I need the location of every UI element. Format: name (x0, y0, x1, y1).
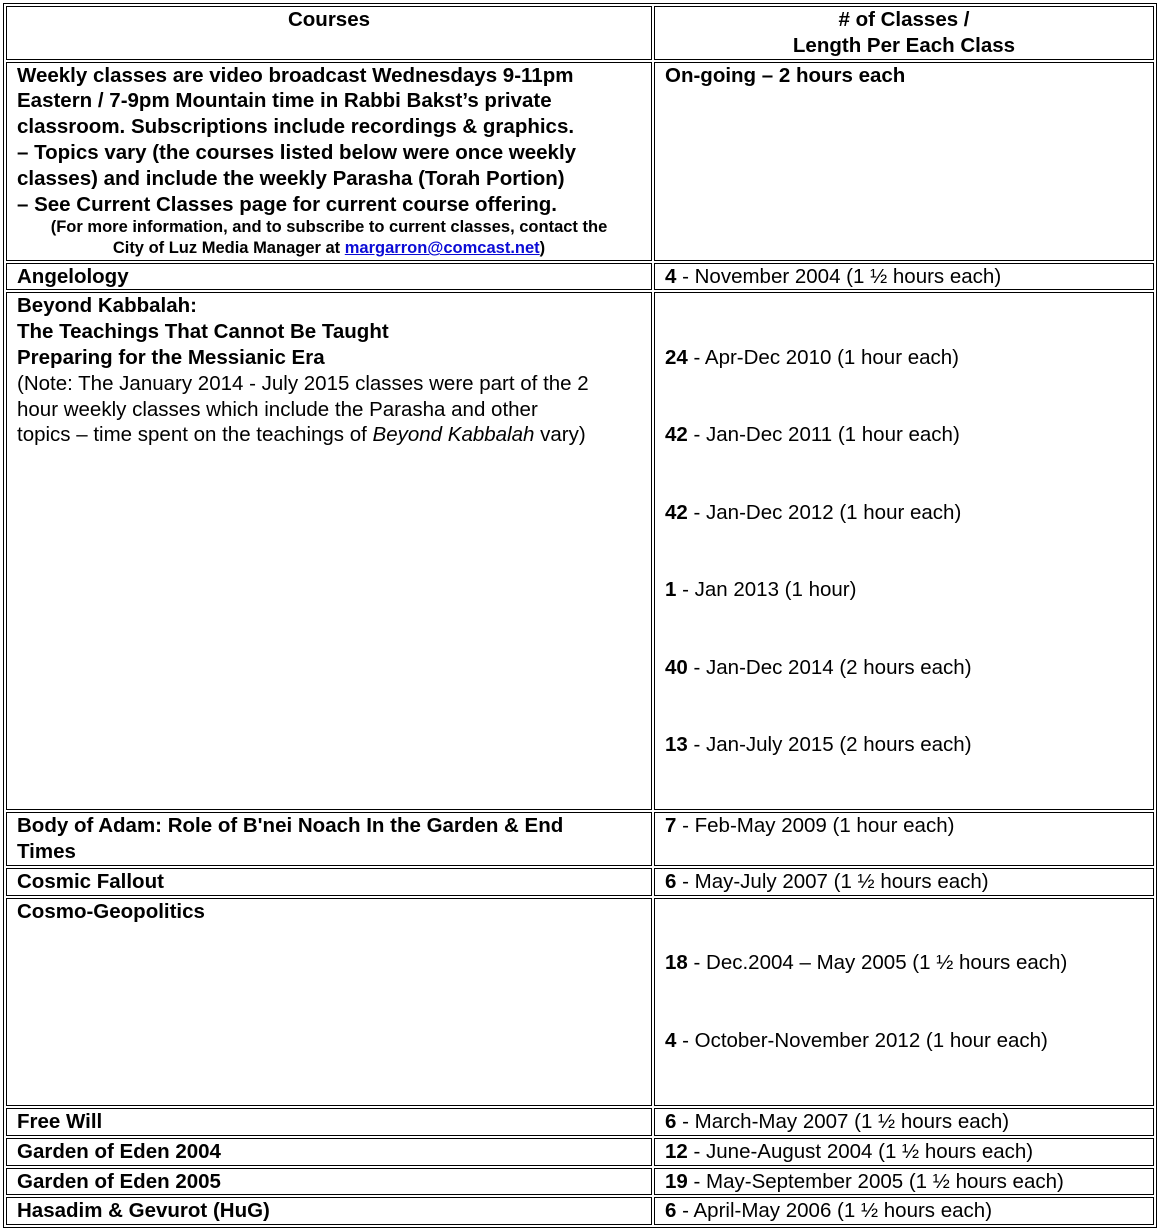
class-count: 42 (665, 423, 688, 447)
course-name (6, 263, 652, 291)
course-name-text: Angelology (17, 264, 129, 288)
course-schedule (654, 263, 1154, 291)
course-name-text: Cosmic Fallout (17, 869, 164, 893)
class-count: 12 (665, 1139, 688, 1163)
class-detail: - Jan-July 2015 (2 hours each) (687, 732, 972, 756)
class-detail: - Jan-Dec 2014 (2 hours each) (687, 655, 972, 679)
courses-header (6, 6, 652, 60)
table-row-cosmic-fallout (6, 868, 1154, 896)
weekly-note-prefix: City of Luz Media Manager at (112, 239, 345, 258)
weekly-line: – See Current Classes page for current course offering. (17, 192, 557, 216)
class-count: 40 (665, 655, 688, 679)
course-schedule (654, 868, 1154, 896)
course-name (6, 812, 652, 866)
session-line (665, 345, 1143, 371)
session-line (665, 577, 1143, 603)
course-note-line: (Note: The January 2014 - July 2015 classes were part of the 2 (17, 371, 589, 395)
courses-header-label: Courses (287, 8, 371, 31)
class-detail: - May-July 2007 (1 ½ hours each) (676, 869, 989, 893)
course-name-text: Cosmo-Geopolitics (17, 899, 205, 923)
course-name (6, 898, 652, 1106)
weekly-schedule-text: On-going – 2 hours each (665, 63, 906, 87)
course-note-line (17, 422, 641, 448)
class-detail: - Jan-Dec 2011 (1 hour each) (687, 423, 960, 447)
class-detail: - April-May 2006 (1 ½ hours each) (676, 1199, 993, 1223)
class-detail: - Jan-Dec 2012 (1 hour each) (687, 500, 962, 524)
class-detail: - Dec.2004 – May 2005 (1 ½ hours each) (687, 951, 1068, 975)
weekly-line: – Topics vary (the courses listed below were once weekly (17, 140, 577, 164)
weekly-note-line1: (For more information, and to subscribe to current classes, contact the (50, 218, 608, 237)
class-count: 7 (665, 814, 677, 838)
course-name (6, 1197, 652, 1225)
course-name (6, 1108, 652, 1136)
courses-table (3, 3, 1157, 1228)
course-title-line: Beyond Kabbalah: (17, 294, 197, 318)
course-name (6, 1138, 652, 1166)
weekly-schedule (654, 62, 1154, 261)
class-count: 6 (665, 1199, 677, 1223)
table-row-garden-2005 (6, 1168, 1154, 1196)
course-note-suffix: vary) (534, 423, 586, 447)
course-name-line1: Body of Adam: Role of B'nei Noach In the Garden & End (17, 814, 564, 838)
course-schedule (654, 1168, 1154, 1196)
course-title-line: The Teachings That Cannot Be Taught (17, 320, 389, 344)
table-row-free-will (6, 1108, 1154, 1136)
class-detail: - June-August 2004 (1 ½ hours each) (687, 1139, 1034, 1163)
class-count: 18 (665, 951, 688, 975)
course-schedule (654, 812, 1154, 866)
class-count: 42 (665, 500, 688, 524)
class-detail: - May-September 2005 (1 ½ hours each) (687, 1169, 1064, 1193)
weekly-note-suffix: ) (539, 239, 546, 258)
table-row-hasadim (6, 1197, 1154, 1225)
header-row (6, 6, 1154, 60)
table-row-body-of-adam (6, 812, 1154, 866)
course-name (6, 868, 652, 896)
course-note-line: hour weekly classes which include the Parasha and other (17, 397, 538, 421)
course-schedule (654, 292, 1154, 810)
weekly-line: classes) and include the weekly Parasha (Torah Portion) (17, 166, 565, 190)
table-row-beyond-kabbalah (6, 292, 1154, 810)
media-manager-email-link[interactable]: margarron@comcast.net (344, 239, 540, 258)
course-name (6, 292, 652, 810)
weekly-description (6, 62, 652, 261)
session-line (665, 500, 1143, 526)
class-detail: - October-November 2012 (1 hour each) (676, 1028, 1048, 1052)
classes-header-line1: # of Classes / (838, 8, 970, 31)
session-line (665, 422, 1143, 448)
class-count: 19 (665, 1169, 688, 1193)
table-row-garden-2004 (6, 1138, 1154, 1166)
class-count: 13 (665, 732, 688, 756)
weekly-line: Eastern / 7-9pm Mountain time in Rabbi Bakst’s private (17, 89, 552, 113)
table-row-angelology (6, 263, 1154, 291)
session-line (665, 950, 1143, 976)
course-name-text: Garden of Eden 2004 (17, 1139, 221, 1163)
class-count: 24 (665, 345, 688, 369)
class-count: 4 (665, 264, 677, 288)
class-count: 6 (665, 1110, 677, 1134)
table-row-cosmo-geopolitics (6, 898, 1154, 1106)
class-count: 4 (665, 1028, 677, 1052)
course-note-italic: Beyond Kabbalah (372, 423, 535, 447)
class-detail: - Jan 2013 (1 hour) (676, 578, 857, 602)
course-schedule (654, 1108, 1154, 1136)
class-count: 1 (665, 578, 677, 602)
course-name-text: Free Will (17, 1110, 103, 1134)
course-name (6, 1168, 652, 1196)
course-name-text: Hasadim & Gevurot (HuG) (17, 1199, 270, 1223)
session-line (665, 732, 1143, 758)
classes-header (654, 6, 1154, 60)
weekly-line: classroom. Subscriptions include recordings & graphics. (17, 115, 575, 139)
weekly-line: Weekly classes are video broadcast Wednesdays 9-11pm (17, 63, 574, 87)
classes-header-line2: Length Per Each Class (792, 33, 1016, 57)
course-name-line2: Times (17, 840, 76, 864)
class-detail: - November 2004 (1 ½ hours each) (676, 264, 1002, 288)
session-line (665, 1028, 1143, 1054)
weekly-note (17, 217, 641, 259)
course-note-prefix: topics – time spent on the teachings of (17, 423, 373, 447)
course-schedule (654, 1138, 1154, 1166)
class-detail: - Feb-May 2009 (1 hour each) (676, 814, 955, 838)
session-line (665, 655, 1143, 681)
weekly-note-line2 (17, 238, 641, 259)
class-count: 6 (665, 869, 677, 893)
class-detail: - March-May 2007 (1 ½ hours each) (676, 1110, 1010, 1134)
course-schedule (654, 1197, 1154, 1225)
table-row-weekly (6, 62, 1154, 261)
course-name-text: Garden of Eden 2005 (17, 1169, 221, 1193)
course-title-line: Preparing for the Messianic Era (17, 345, 325, 369)
class-detail: - Apr-Dec 2010 (1 hour each) (687, 345, 960, 369)
course-schedule (654, 898, 1154, 1106)
